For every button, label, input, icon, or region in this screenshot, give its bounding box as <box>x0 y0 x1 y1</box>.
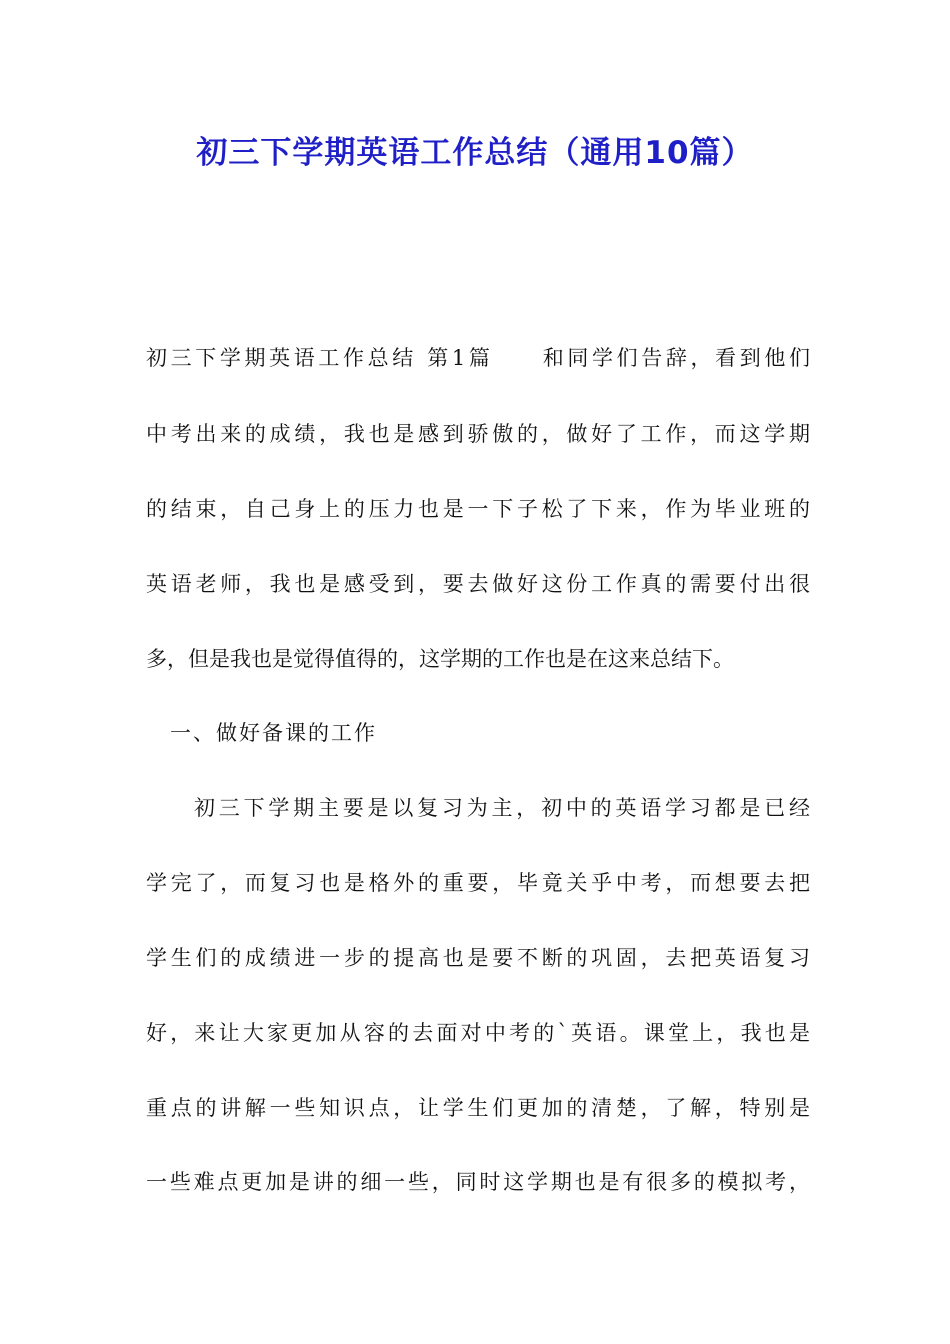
paragraph-line: 多，但是我也是觉得值得的，这学期的工作也是在这来总结下。 <box>146 647 734 671</box>
paragraph-line: 学生们的成绩进一步的提高也是要不断的巩固，去把英语复习 <box>146 946 810 970</box>
paragraph-line: 的结束，自己身上的压力也是一下子松了下来，作为毕业班的 <box>146 497 810 521</box>
paragraph-line: 学完了，而复习也是格外的重要，毕竟关乎中考，而想要去把 <box>146 871 810 895</box>
paragraph-line: 一些难点更加是讲的细一些，同时这学期也是有很多的模拟考， <box>146 1170 810 1194</box>
paragraph-line: 初三下学期英语工作总结 第1篇 和同学们告辞，看到他们 <box>146 346 810 370</box>
section-heading: 一、做好备课的工作 <box>170 721 377 745</box>
paragraph-line: 好，来让大家更加从容的去面对中考的`英语。课堂上，我也是 <box>146 1021 810 1045</box>
paragraph-line: 初三下学期主要是以复习为主，初中的英语学习都是已经 <box>194 796 810 820</box>
paragraph-line: 英语老师，我也是感受到，要去做好这份工作真的需要付出很 <box>146 572 810 596</box>
document-title: 初三下学期英语工作总结（通用10篇） <box>196 135 754 171</box>
paragraph-line: 中考出来的成绩，我也是感到骄傲的，做好了工作，而这学期 <box>146 422 810 446</box>
paragraph-line: 重点的讲解一些知识点，让学生们更加的清楚，了解，特别是 <box>146 1096 810 1120</box>
